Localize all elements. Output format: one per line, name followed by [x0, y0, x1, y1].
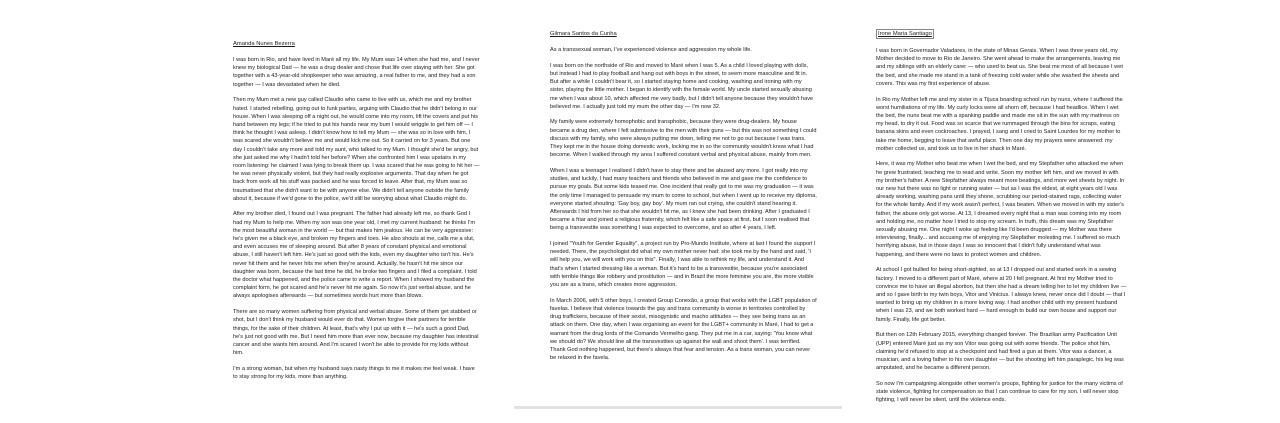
paragraph: There are so many women suffering from physical and verbal abuse. Some of them get stabbed or shot, but I don't think my husband would ever do that. Women forgive their partners for terrible things, for the sake of their children. At least, that's why I put up with it — he's such a good Dad, he's just not good with me. But I need him more than ever now, because my daughter has intestinal cancer and she wants him around. And I'm scared I won't be able to provide for my kids without him.	[233, 309, 479, 357]
paragraph: At school I got bullied for being short-sighted, so at 13 I dropped out and started work in a sewing factory. I moved to a different part of Maré, where at 20 I fell pregnant. At first my Mother tried to convince me to have an illegal abortion, but then she had a dream telling her to let my children live — and so I gave birth to my twin boys, Vitor and Vinicius. I always knew, never once did I doubt — that I wanted to bring up my children in a more loving way. I had another child with my present husband when I was 23, and we both worked hard — hard enough to build our own house and support our family. Finally, life got better.	[876, 267, 1127, 323]
paragraph: When I was a teenager I realised I didn't have to stay there and be abused any more. I got really into my studies, and luckily, I had many teachers and friends who believed in me and gave me the confidence to pursue my goals. But some kids teased me. One incident that really got to me was my graduation — it was the only time I managed to persuade my mum to come to school, but when I went up to receive my diploma, everyone started shouting: 'Gay boy, gay boy'. My mum ran out crying, she couldn't stand hearing it. Afterwards I hid from her so that she wouldn't hit me, as I knew she had been drinking. After I graduated I became a friar and joined a religious fraternity, which felt like a safe space at first, but I soon realised that being a transvestite was something I was expected to overcome, and so after 4 years, I left.	[550, 167, 817, 232]
author-name: Amanda Nunes Bezerra	[233, 41, 295, 47]
paragraph: In Rio my Mother left me and my sister in a Tijuca boarding school run by nuns, where I suffered the worst humiliations of my life. My curly locks were all shorn off, because I had headlice. When I wet the bed, the nuns beat me with a spanking paddle and made me sit in the sun with my mattress on my head, to dry it out. Food was so scarce that we rummaged through the bins for scraps, eating banana skins and even cockroaches. I prayed, I sang and I cried to Saint Lourdes for my mother to take me home, begging to leave that awful place. Then one day my prayers were answered: my mother collected us, and took us to live in her shack in Maré.	[876, 96, 1123, 152]
testimony-page-2	[550, 30, 817, 410]
author-name: Gilmara Santos da Cunha	[550, 31, 617, 37]
paragraph: Here, it was my Mother who beat me when I wet the bed, and my Stepfather who attacked me when he grew frustrated, teaching me to read and write. Soon my mother left him, and we moved in with my brother's father. A new Stepfather always meant more beatings, and more wet sheets by night. In our new hut there was no light or running water — but as I was the eldest, at eight years old I was already working, washing pans until they shone, scrubbing our period-stained rags, collecting water for the whole family. And if my work wasn't perfect, I was beaten. When we moved in with my sister's father, the abuse only got worse. At 13, I dreamed every night that a man was coming into my room and holding me, no matter how I tried to stop my scream. In truth, this dream was my Stepfather sexually abusing me. One night I woke up feeling like I'd been drugged — my Mother was there interviewing, finally... and accusing me of enjoying my Stepfather molesting me. I suffered so much horrifying abuse, but in those days I was so innocent that I didn't fully understand what was happening, and there were no laws to protect women and children.	[876, 161, 1125, 258]
paragraph: So now I'm campaigning alongside other women's groups, fighting for justice for the many victims of state violence, fighting for compensation so that I can continue to care for my son. I will never stop fighting, I will never be silent, until the violence ends.	[876, 380, 1123, 404]
paragraph: I joined "Youth for Gender Equality", a project run by Pro-Mundo Institute, where at last I found the support I needed. There, the psychologist did what my own mother never had: she took me by the hand and said, 'I will help you, we will work with you on this". Finally, I was able to rethink my life, and understand it. And that's when I started dressing like a woman. But it's hard to be a transvestite, because you're associated with terrible things like robbery and prostitution — and in Brazil the more feminine you are, the more visible you are as a trans, which creates more aggression.	[550, 241, 816, 289]
page-gap-divider	[514, 406, 842, 409]
paragraph: I was born on the northside of Rio and moved to Maré when I was 5. As a child I loved playing with dolls, but instead I had to play football and hang out with boys in the street, to seem more masculine and fit in. But after a while I couldn't bear it, so I started staying home and cooking, washing and ironing with my sister, playing the little mother. I began to identify with the female world. My uncle started sexually abusing me when I was about 10, which affected me very badly, but I didn't tell anyone because they wouldn't have believed me. I actually just told my mum the other day — I'm now 32.	[550, 62, 814, 110]
paragraph: After my brother died, I found out I was pregnant. The father had already left me, so thank God I had my Mum to help me. When my son was one year old, I met my current husband: he thinks I'm the most beautiful woman in the world — but that makes him jealous. He can be very aggressive: he's given me a black eye, and broken my fingers and toes. He also shouts at me, calls me a slut, and even accuses me of sleeping around. But after 8 years of constant physical and emotional abuse, I still haven't left him. He's just so good with the kids, even my daughter who isn't his. He's never hit them and he never hits me when they're around. Actually, he hasn't hit me since our daughter was born, because the last time he did, he broke two fingers and I filed a complaint. I told the doctor what happened, and the police came to write a report. When I showed my husband the complaint form, he got scared and he's never hit me again. So now it's just verbal abuse, and he always apologises afterwards — but sometimes words hurt more than blows.	[233, 211, 477, 300]
paragraph: As a transsexual woman, I've experienced violence and aggression my whole life.	[550, 47, 752, 53]
author-name: Irone Maria Santiago	[878, 31, 932, 37]
paragraph: I'm a strong woman, but when my husband says nasty things to me it makes me feel weak. I have to stay strong for my kids, more than anything.	[233, 365, 475, 381]
paragraph: Then my Mum met a new guy called Claudio who came to live with us, which me and my brother hated. I started rebelling, going out to funk parties, arguing with Claudio that he didn't belong in our house. When I was sleeping off a night out, he would come into my room, lift the covers and put his hand between my legs; if he tried to put his hands near my bum I would wriggle to get him off — I think he thought I was asleep. I didn't know how to tell my Mum — she was so in love with him, I was scared she wouldn't believe me and would kick me out. So it carried on for 3 years. But one day I couldn't take any more and told my aunt, who talked to my Mum. I thought she'd be angry, but she just asked me why I hadn't told her before? When she confronted him I was upstairs in my room listening: he claimed I was lying to break them up. I was scared that he was going to hit her — he was never physically violent, but they had really explosive arguments. That day when he got back from work all his stuff was packed and he was forced to leave. After that, my Mum was so traumatised that she didn't want to be with anyone else. We didn't tell anyone outside the family about it, because if we'd gone to the police, we'd still be worrying about what Claudio might do.	[233, 97, 480, 202]
paragraph: But then on 12th February 2015, everything changed forever. The Brazilian army Pacification Unit (UPP) entered Maré just as my son Vitor was going out with some friends. The police shot him, claiming he'd refused to stop at a checkpoint and had fired a gun at them. Vitor was a dancer, a musician, and a loving father to his own daughter — but the shooting left him paraplegic, his leg was amputated, and he became a different person.	[876, 332, 1124, 372]
paragraph: In March 2006, with 5 other boys, I created Group Conexão, a group that works with the LGBT population of favelas. I believe that violence towards the gay and trans community is worse in territories controlled by drug traffickers, because of their sexist, misogynistic and macho attitudes — they see being trans as an attack on them. One day, when I was organising an event for the LGBT+ community in Maré, I had to get a warrant from the drug lords of the Comando Vermelho gang. They put me in a car, saying: 'You know what we should do? We should line all the transvestites up against the wall and shoot them'. I was terrified. Thank God nothing happened, but there's always that fear and tension. As a trans woman, you can never be relaxed in the favela.	[550, 297, 817, 362]
paragraph: My family were extremely homophobic and transphobic, because they were drug-dealers. My house became a drug den, where I felt submissive to the men with their guns — but this was not something I could discuss with my family, who were always putting me down, telling me not to go out because I was trans. They kept me in the house doing domestic work, locking me in so the community wouldn't know what I had become. When I walked through my area I suffered constant verbal and physical abuse, mainly from men.	[550, 119, 817, 159]
testimony-page-1	[233, 40, 480, 412]
paragraph: I was born in Governador Valadares, in the state of Minas Gerais. When I was three years old, my Mother decided to move to Rio de Janeiro. She went ahead to make the arrangements, leaving me and my siblings with an elderly carer — who used to beat us. She beat me most of all because I wet the bed, and she made me stand in a tank of freezing cold water while she washed the sheets and covers. This was my first experience of abuse.	[876, 48, 1123, 87]
paragraph: I was born in Rio, and have lived in Maré all my life. My Mum was 14 when she had me, and I never knew my biological Dad — he was a drug dealer and chose that life over staying with her. She got together with a 43-year-old shopkeeper who was amazing, a real father to me, and they had a son together — I was devastated when he died.	[233, 57, 480, 88]
testimony-page-3	[876, 29, 1127, 412]
